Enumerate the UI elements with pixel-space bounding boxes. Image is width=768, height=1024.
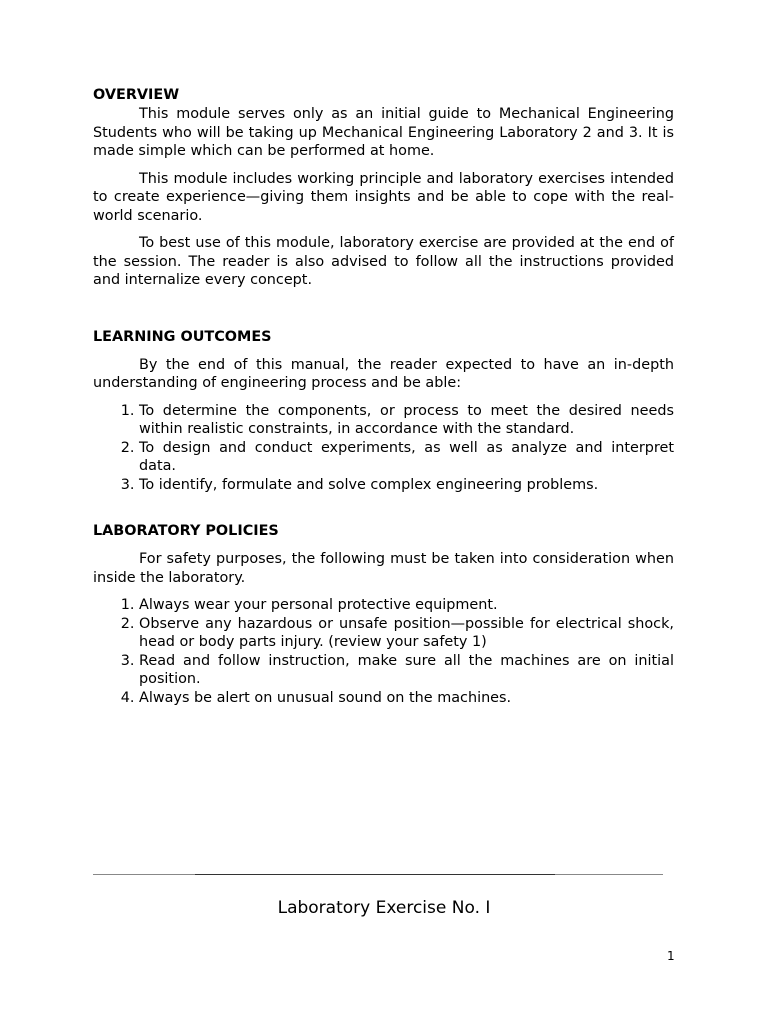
overview-paragraph-2: This module includes working principle and laboratory exercises intended to create experience—giving them insights and be able to cope with the real-world scenario.	[93, 170, 674, 224]
learning-outcomes-intro: By the end of this manual, the reader expected to have an in-depth understanding of engineering process and be able:	[93, 356, 674, 391]
page-content	[93, 85, 674, 707]
laboratory-policies-intro: For safety purposes, the following must be taken into consideration when inside the laboratory.	[93, 551, 674, 586]
overview-heading: OVERVIEW	[93, 87, 180, 103]
footer-divider-accent	[195, 874, 555, 875]
footer-title: Laboratory Exercise No. I	[277, 898, 491, 918]
list-item: 1. Always wear your personal protective equipment.	[139, 596, 674, 615]
overview-paragraph-3: To best use of this module, laboratory exercise are provided at the end of the session. The reader is also advised to follow all the instructions provided and internalize every concept.	[93, 235, 674, 288]
list-item: 3. Read and follow instruction, make sure all the machines are on initial position.	[139, 652, 674, 689]
list-item: 3. To identify, formulate and solve complex engineering problems.	[139, 476, 674, 495]
laboratory-policies-heading: LABORATORY POLICIES	[93, 523, 279, 539]
list-item: 4. Always be alert on unusual sound on the machines.	[139, 689, 674, 708]
list-item: 1. To determine the components, or process to meet the desired needs within realistic constraints, in accordance with the standard.	[139, 402, 674, 439]
list-item: 2. Observe any hazardous or unsafe position—possible for electrical shock, head or body parts injury. (review your safety 1)	[139, 615, 674, 652]
learning-outcomes-list	[93, 402, 674, 495]
laboratory-policies-list	[93, 596, 674, 707]
page-number: 1	[667, 949, 675, 963]
overview-paragraph-1: This module serves only as an initial guide to Mechanical Engineering Students who will be taking up Mechanical Engineering Laboratory 2 and 3. It is made simple which can be performed at home.	[93, 106, 674, 159]
learning-outcomes-heading: LEARNING OUTCOMES	[93, 328, 272, 345]
list-item: 2. To design and conduct experiments, as well as analyze and interpret data.	[139, 439, 674, 476]
